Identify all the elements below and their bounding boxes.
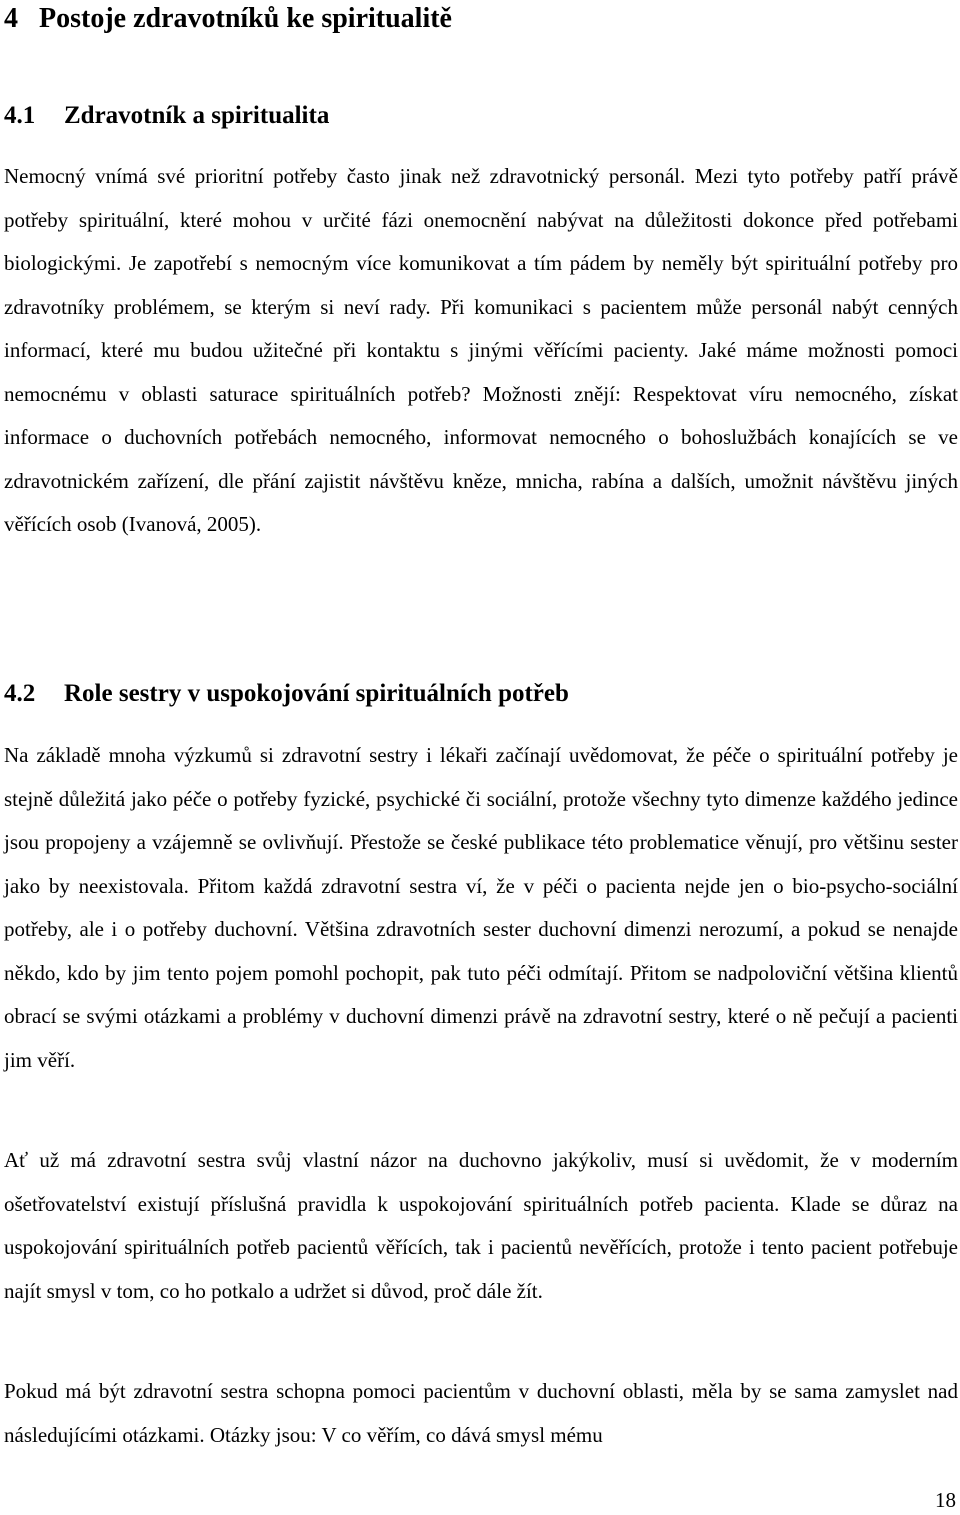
paragraph: Na základě mnoha výzkumů si zdravotní sestry i lékaři začínají uvědomovat, že péče o spirituální potřeby je stejně důležitá jako péče o potřeby fyzické, psychické či sociální, protože všechny tyto dimenze každého jedince jsou propojeny a vzájemně se ovlivňují. Přestože se české publikace této problematice věnují, pro většinu sester jako by neexistovala. Přitom každá zdravotní sestra ví, že v péči o pacienta nejde jen o bio-psycho-sociální potřeby, ale i o potřeby duchovní. Většina zdravotních sester duchovní dimenzi nerozumí, a pokud se nenajde někdo, kdo by jim tento pojem pomohl pochopit, pak tuto péči odmítají. Přitom se nadpoloviční většina klientů obrací se svými otázkami a problémy v duchovní dimenzi právě na zdravotní sestry, které o ně pečují a pacienti jim věří.	[4, 743, 958, 1072]
chapter-heading	[4, 2, 452, 36]
chapter-number: 4	[4, 3, 18, 34]
section-title: Zdravotník a spiritualita	[64, 102, 330, 129]
paragraph: Ať už má zdravotní sestra svůj vlastní názor na duchovno jakýkoliv, musí si uvědomit, že v moderním ošetřovatelství existují příslušná pravidla k uspokojování spirituálních potřeb pacienta. Klade se důraz na uspokojování spirituálních potřeb pacientů věřících, tak i pacientů nevěřících, protože i tento pacient potřebuje najít smysl v tom, co ho potkalo a udržet si důvod, proč dále žít.	[4, 1148, 958, 1303]
paragraph: Nemocný vnímá své prioritní potřeby často jinak než zdravotnický personál. Mezi tyto potřeby patří právě potřeby spirituální, které mohou v určité fázi onemocnění nabývat na důležitosti dokonce před potřebami biologickými. Je zapotřebí s nemocným více komunikovat a tím pádem by neměly být spirituální potřeby pro zdravotníky problémem, se kterým si neví rady. Při komunikaci s pacientem může personál nabýt cenných informací, které mu budou užitečné při kontaktu s jinými věřícími pacienty. Jaké máme možnosti pomoci nemocnému v oblasti saturace spirituálních potřeb? Možnosti znějí: Respektovat víru nemocného, získat informace o duchovních potřebách nemocného, informovat nemocného o bohoslužbách konajících se ve zdravotnickém zařízení, dle přání zajistit návštěvu kněze, mnicha, rabína a dalších, umožnit návštěvu jiných věřících osob (Ivanová, 2005).	[4, 164, 958, 536]
section-title: Role sestry v uspokojování spirituálních potřeb	[64, 680, 569, 707]
section-number: 4.1	[4, 102, 36, 129]
section-heading-4-1	[4, 101, 329, 131]
page-number: 18	[935, 1488, 956, 1512]
chapter-title: Postoje zdravotníků ke spiritualitě	[39, 3, 452, 34]
section-number: 4.2	[4, 680, 36, 707]
paragraph: Pokud má být zdravotní sestra schopna pomoci pacientům v duchovní oblasti, měla by se sama zamyslet nad následujícími otázkami. Otázky jsou: V co věřím, co dává smysl mému	[4, 1379, 958, 1447]
section-heading-4-2	[4, 679, 569, 709]
